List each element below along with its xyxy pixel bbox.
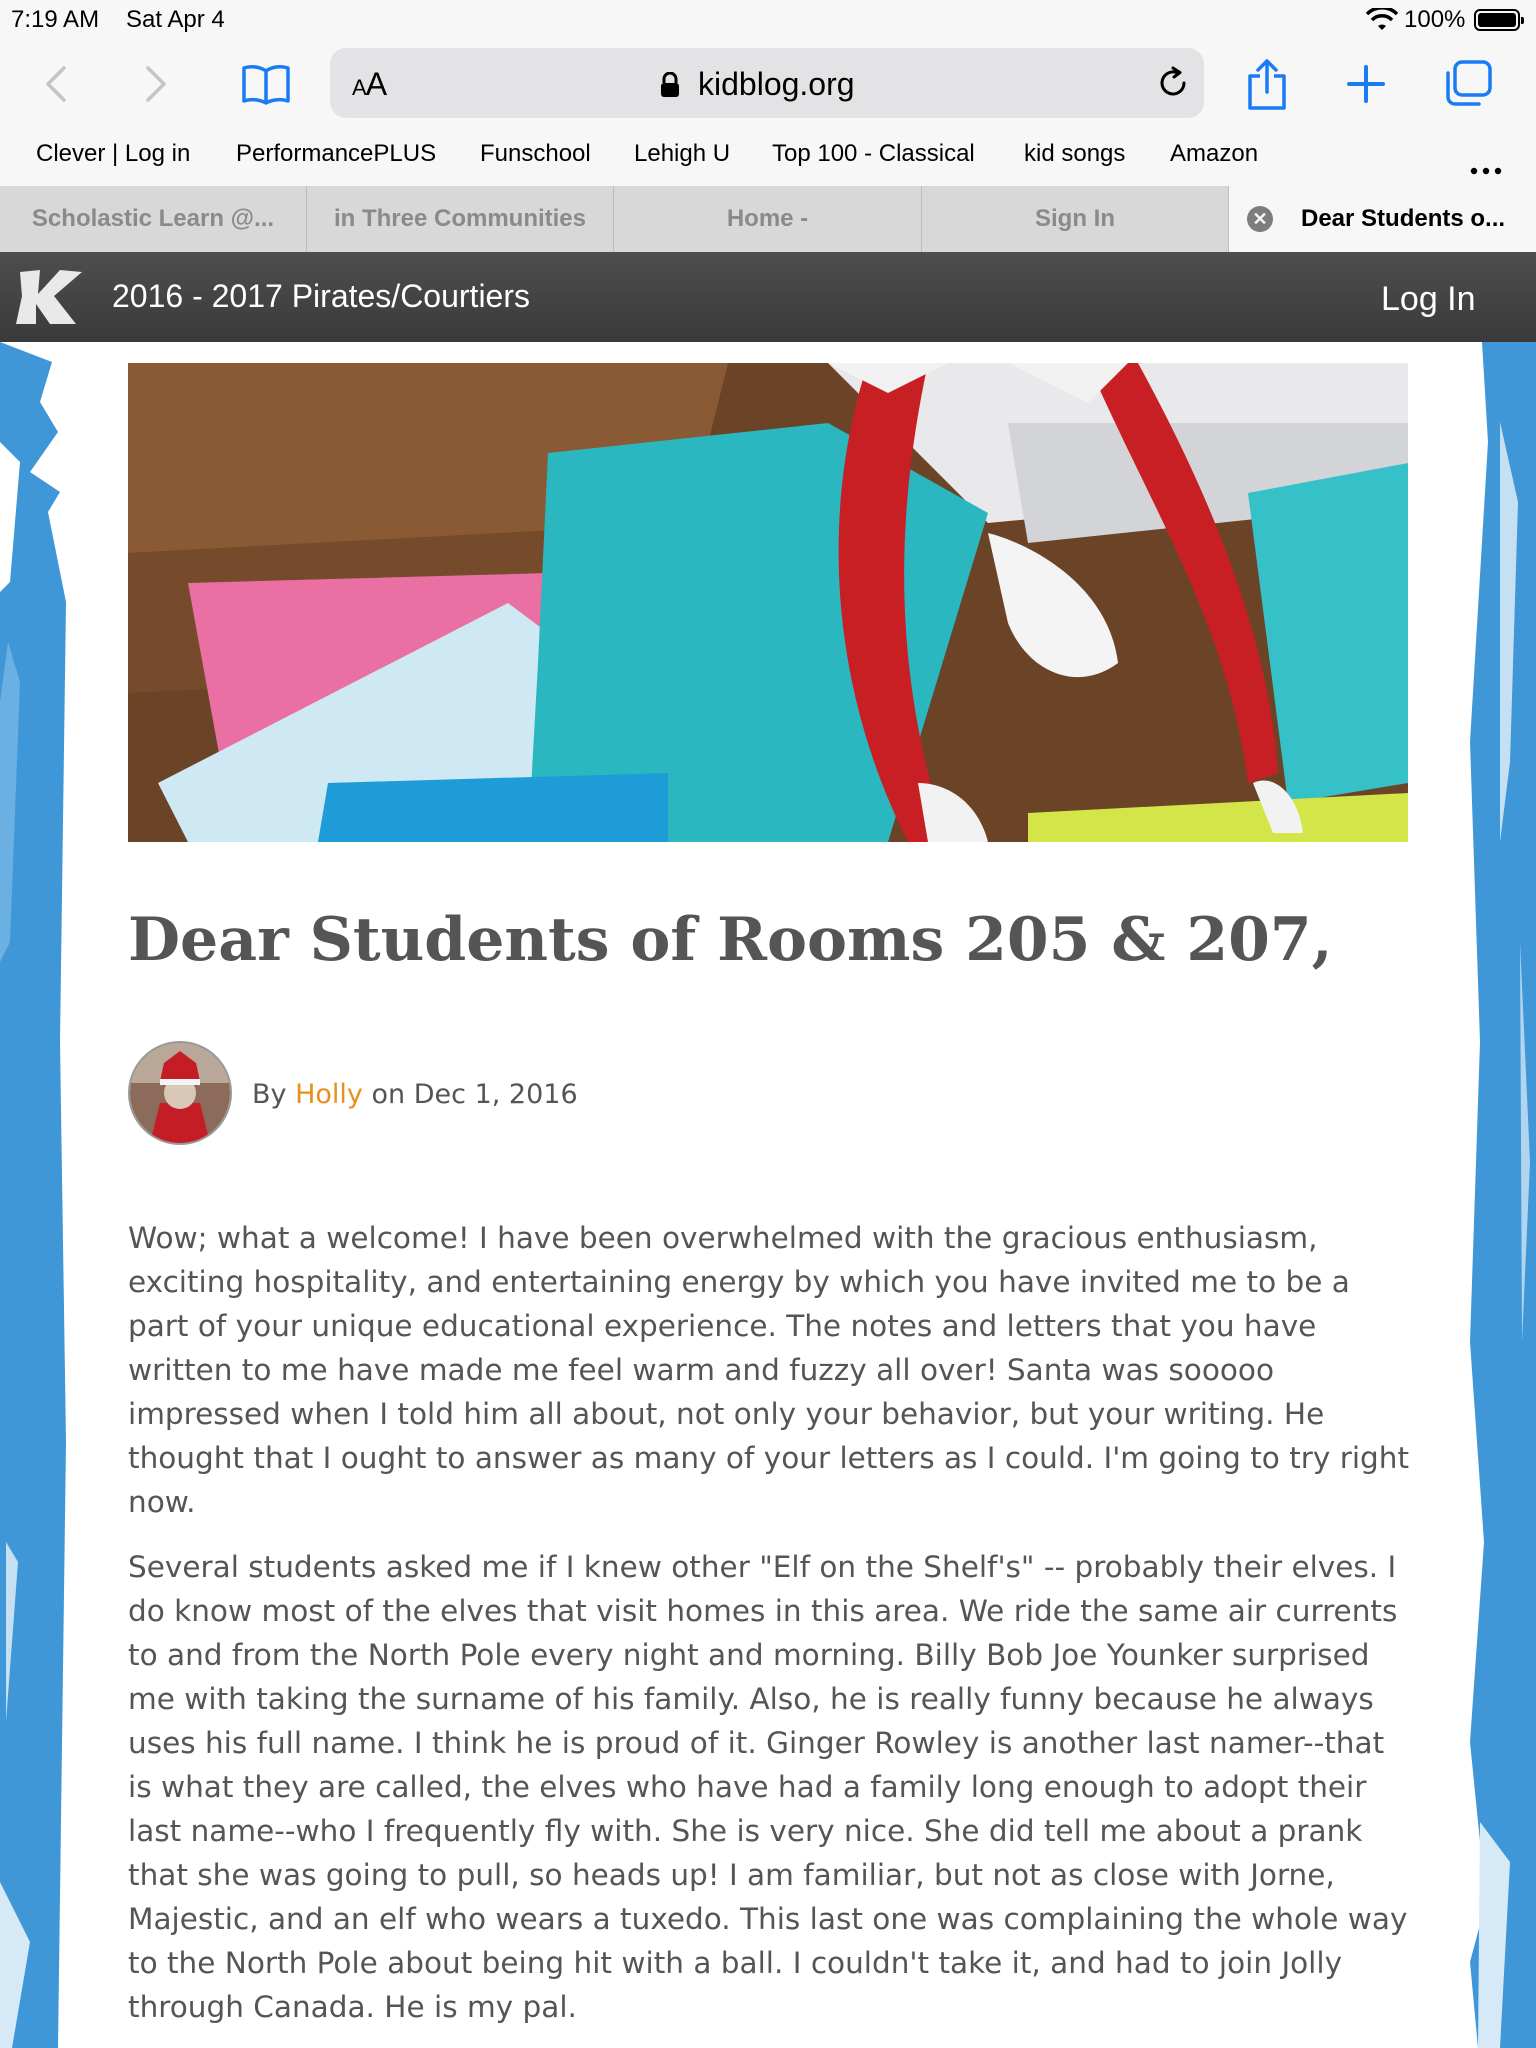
bookmark-item[interactable]: Lehigh U	[634, 140, 731, 167]
tab-bar	[0, 186, 1536, 252]
lock-icon	[660, 72, 680, 98]
reload-icon[interactable]	[1156, 66, 1190, 100]
post-hero-image	[128, 363, 1408, 842]
post-body	[128, 1216, 1410, 2048]
status-time: 7:19 AM	[11, 6, 100, 33]
wifi-icon	[1366, 8, 1398, 32]
tab-scholastic[interactable]	[0, 186, 307, 252]
avatar[interactable]	[128, 1041, 232, 1145]
tab-label: Sign In	[1035, 205, 1115, 232]
byline-on: on	[371, 1079, 406, 1110]
post-paragraph: Several students asked me if I knew other "Elf on the Shelf's" -- probably their elves. I do know most of the elves that visit homes in this area. We ride the same air currents to and from the North Pole every night and morning. Billy Bob Joe Younker surprised me with taking the surname of his family. Also, he is really funny because he always uses his full name. I think he is proud of it. Ginger Rowley is another last namer--that is what they are called, the elves who have had a family long enough to adopt their last name--who I frequently fly with. She is very nice. She did tell me about a prank that she was going to pull, so heads up! I am familiar, but not as close with Jorne, Majestic, and an elf who wears a tuxedo. This last one was complaining the whole way to the North Pole about being hit with a ball. I couldn't take it, and had to join Jolly through Canada. He is my pal.	[128, 1550, 1408, 2024]
bookmark-item[interactable]: Top 100 - Classical	[772, 140, 975, 167]
site-title[interactable]: 2016 - 2017 Pirates/Courtiers	[112, 278, 530, 314]
book-icon[interactable]	[238, 60, 294, 108]
post-paragraph: Wow; what a welcome! I have been overwhelmed with the gracious enthusiasm, exciting hospitality, and entertaining energy by which you have invited me to be a part of your unique educational experience. The notes and letters that you have written to me have made me feel warm and fuzzy all over! Santa was sooooo impressed when I told him all about, not only your behavior, but your writing. He thought that I ought to answer as many of your letters as I could. I'm going to try right now.	[128, 1221, 1410, 1519]
post-title: Dear Students of Rooms 205 & 207,	[128, 905, 1333, 975]
text-size-button[interactable]: AA	[352, 66, 387, 102]
tab-label: Dear Students o...	[1301, 205, 1506, 232]
tab-home[interactable]	[614, 186, 922, 252]
bookmarks-bar	[0, 130, 1536, 186]
byline-by: By	[252, 1079, 287, 1110]
plus-icon[interactable]	[1344, 62, 1388, 106]
tab-label: in Three Communities	[333, 205, 587, 232]
tab-dear-students[interactable]	[1229, 186, 1536, 252]
chevron-left-icon[interactable]	[38, 62, 74, 106]
battery-icon	[1474, 9, 1520, 31]
paint-border-right	[1470, 342, 1536, 2048]
status-bar	[0, 0, 1536, 40]
tab-sign-in[interactable]	[922, 186, 1229, 252]
browser-toolbar	[0, 40, 1536, 130]
share-icon[interactable]	[1244, 56, 1290, 112]
login-button[interactable]: Log In	[1381, 280, 1476, 318]
address-bar[interactable]	[330, 48, 1204, 118]
tabs-icon[interactable]	[1442, 58, 1494, 108]
author-link[interactable]: Holly	[295, 1079, 363, 1110]
tab-label: Home -	[726, 205, 809, 232]
post-date: Dec 1, 2016	[413, 1079, 578, 1110]
kidblog-logo[interactable]	[14, 266, 86, 328]
site-header	[0, 252, 1536, 342]
bookmark-item[interactable]: Funschool	[480, 140, 591, 167]
chevron-right-icon[interactable]	[138, 62, 174, 106]
post-byline	[252, 1079, 578, 1110]
bookmark-item[interactable]: Clever | Log in	[36, 140, 191, 167]
more-bookmarks-icon[interactable]	[1470, 154, 1502, 182]
paint-border-left	[0, 342, 66, 2048]
battery-percent: 100%	[1404, 6, 1466, 33]
status-date: Sat Apr 4	[126, 6, 225, 33]
url-text[interactable]: kidblog.org	[698, 66, 855, 102]
tab-three-communities[interactable]	[307, 186, 614, 252]
bookmark-item[interactable]: Amazon	[1170, 140, 1259, 167]
tab-label: Scholastic Learn @...	[31, 205, 275, 232]
bookmark-item[interactable]: PerformancePLUS	[236, 140, 437, 167]
close-icon[interactable]: ✕	[1247, 206, 1273, 232]
bookmark-item[interactable]: kid songs	[1024, 140, 1126, 167]
